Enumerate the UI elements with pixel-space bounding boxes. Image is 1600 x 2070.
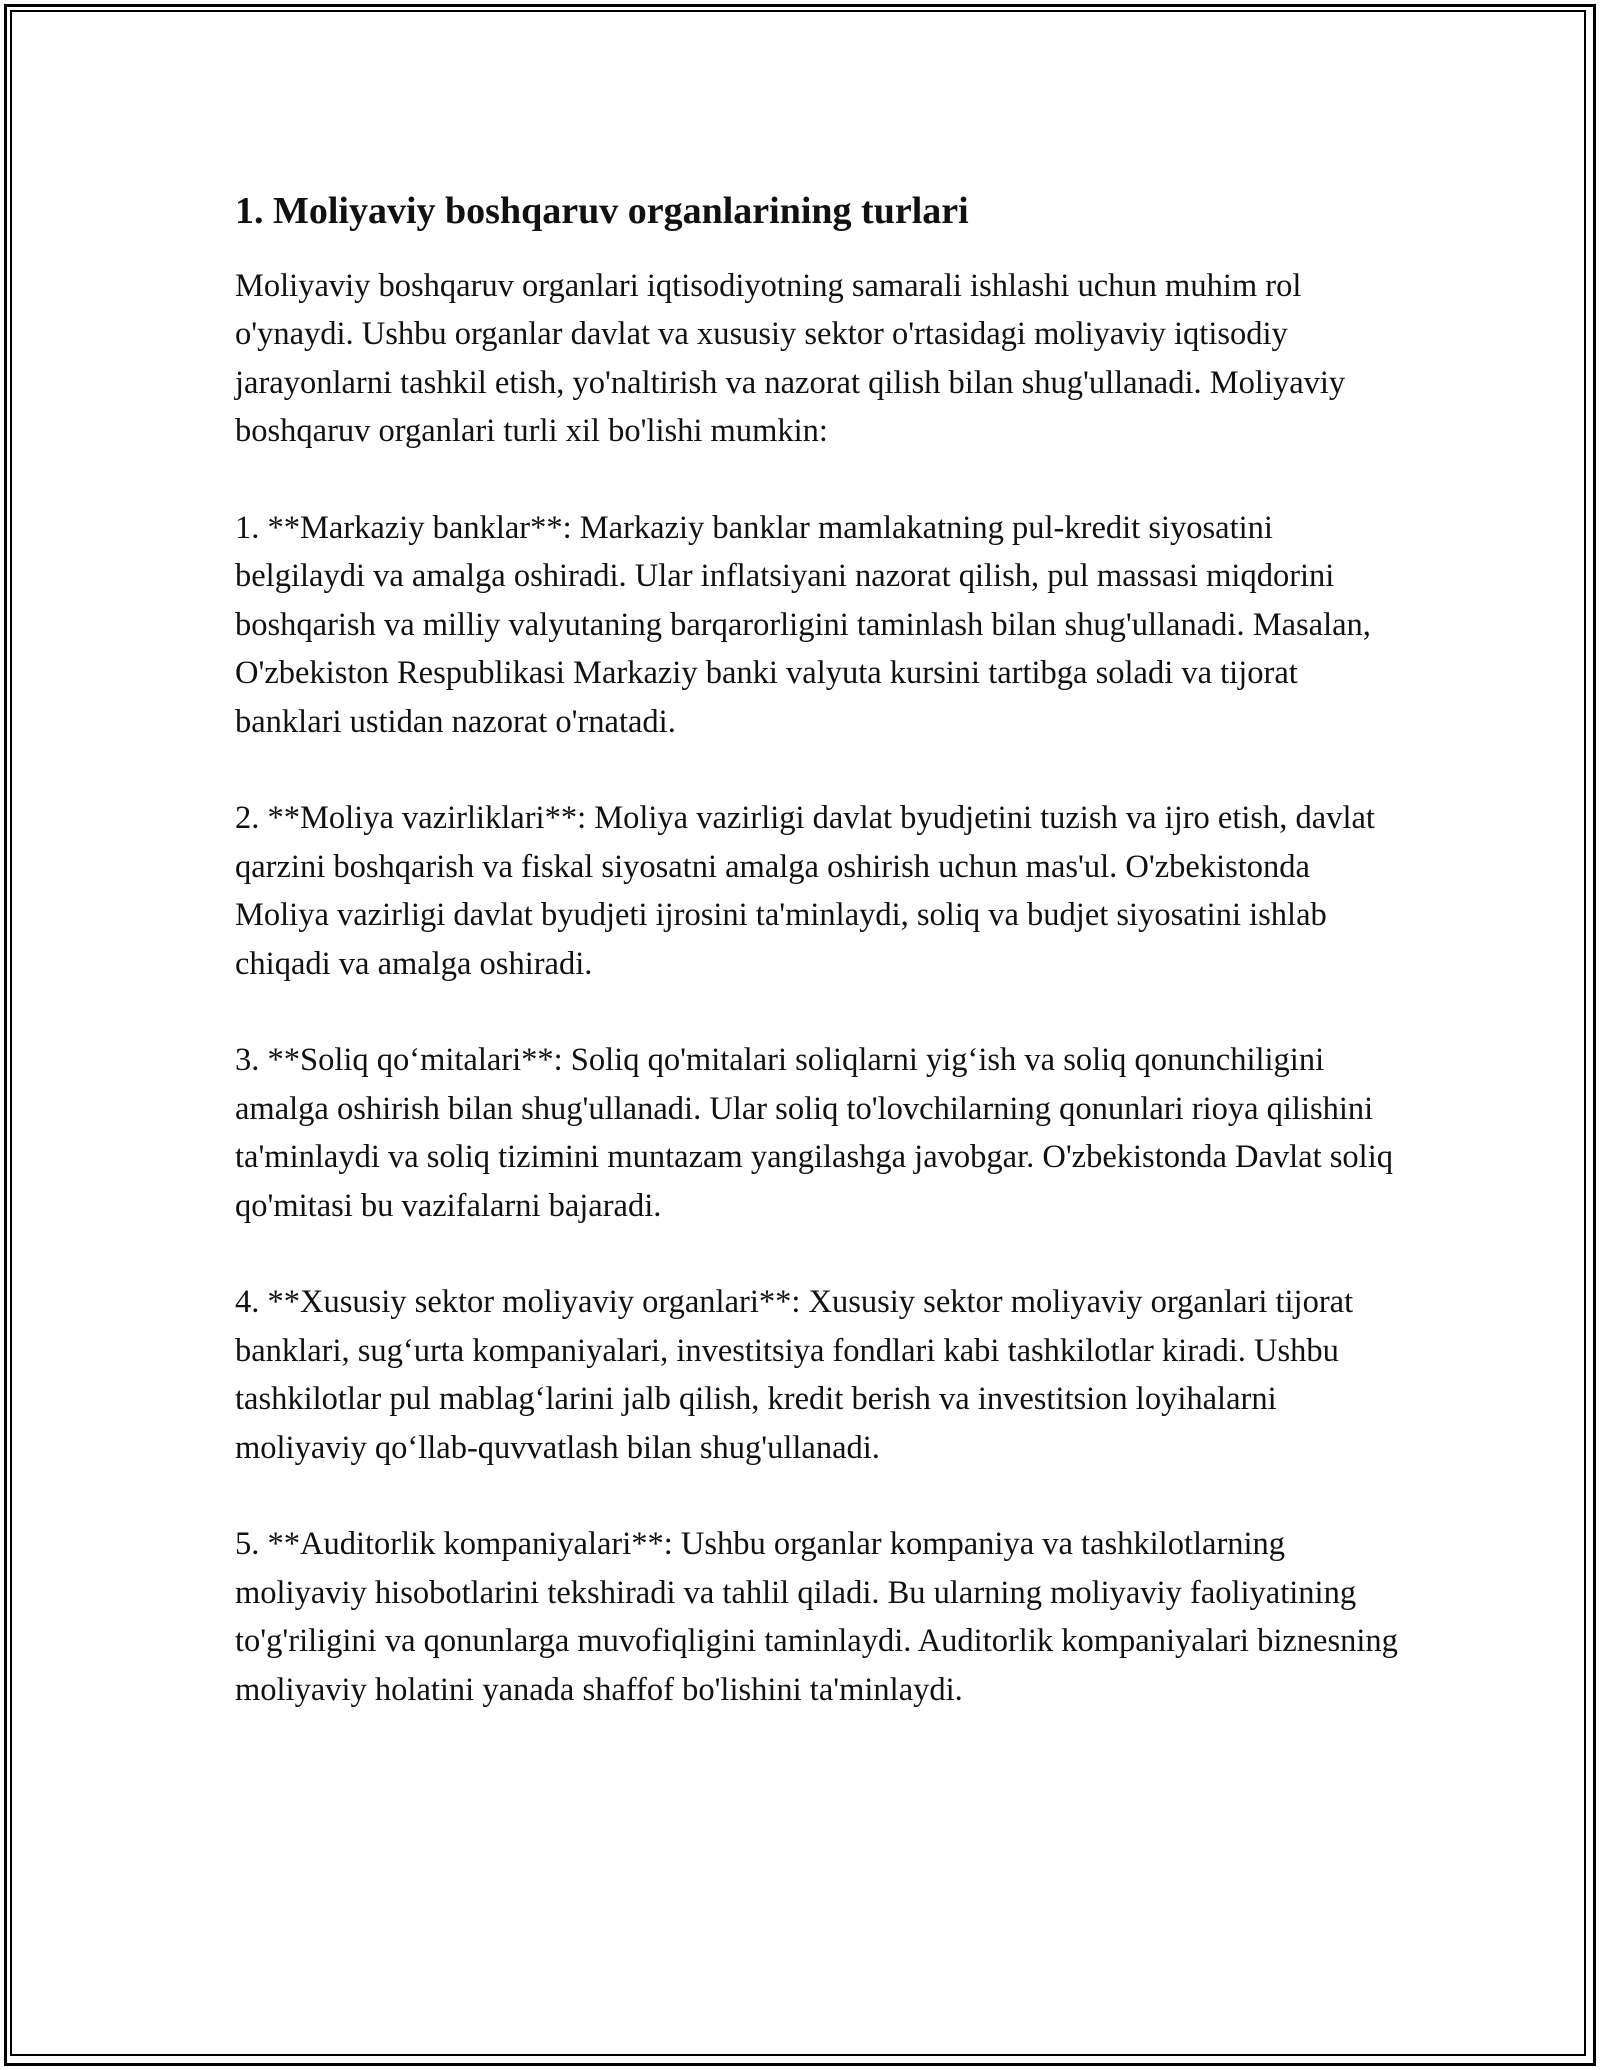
paragraph-audit-companies: 5. **Auditorlik kompaniyalari**: Ushbu organlar kompaniya va tashkilotlarning moliyaviy hisobotlarini tekshiradi va tahlil qiladi. Bu ularning moliyaviy faoliyatining to'g'riligini va qonunlarga muvofiqligini taminlaydi. Auditorlik kompaniyalari biznesning moliyaviy holatini yanada shaffof bo'lishini ta'minlaydi. [235, 1526, 1398, 1708]
document-title: 1. Moliyaviy boshqaruv organlarining turlari [235, 190, 969, 232]
paragraph-central-banks: 1. **Markaziy banklar**: Markaziy banklar mamlakatning pul-kredit siyosatini belgilaydi va amalga oshiradi. Ular inflatsiyani nazorat qilish, pul massasi miqdorini boshqarish va milliy valyutaning barqarorligini taminlash bilan shug'ullanadi. Masalan, O'zbekiston Respublikasi Markaziy banki valyuta kursini tartibga soladi va tijorat banklari ustidan nazorat o'rnatadi. [235, 510, 1371, 740]
intro-paragraph: Moliyaviy boshqaruv organlari iqtisodiyotning samarali ishlashi uchun muhim rol o'ynaydi. Ushbu organlar davlat va xususiy sektor o'rtasidagi moliyaviy iqtisodiy jarayonlarni tashkil etish, yo'naltirish va nazorat qilish bilan shug'ullanadi. Moliyaviy boshqaruv organlari turli xil bo'lishi mumkin: [235, 268, 1346, 450]
document-body [235, 186, 1400, 1763]
paragraph-tax-committees: 3. **Soliq qo‘mitalari**: Soliq qo'mitalari soliqlarni yig‘ish va soliq qonunchiligini amalga oshirish bilan shug'ullanadi. Ular soliq to'lovchilarning qonunlari rioya qilishini ta'minlaydi va soliq tizimini muntazam yangilashga javobgar. O'zbekistonda Davlat soliq qo'mitasi bu vazifalarni bajaradi. [235, 1042, 1393, 1224]
paragraph-finance-ministries: 2. **Moliya vazirliklari**: Moliya vazirligi davlat byudjetini tuzish va ijro etish, davlat qarzini boshqarish va fiskal siyosatni amalga oshirish uchun mas'ul. O'zbekistonda Moliya vazirligi davlat byudjeti ijrosini ta'minlaydi, soliq va budjet siyosatini ishlab chiqadi va amalga oshiradi. [235, 800, 1375, 982]
paragraph-private-sector: 4. **Xususiy sektor moliyaviy organlari**: Xususiy sektor moliyaviy organlari tijorat banklari, sug‘urta kompaniyalari, investitsiya fondlari kabi tashkilotlar kiradi. Ushbu tashkilotlar pul mablag‘larini jalb qilish, kredit berish va investitsion loyihalarni moliyaviy qo‘llab-quvvatlash bilan shug'ullanadi. [235, 1284, 1354, 1466]
